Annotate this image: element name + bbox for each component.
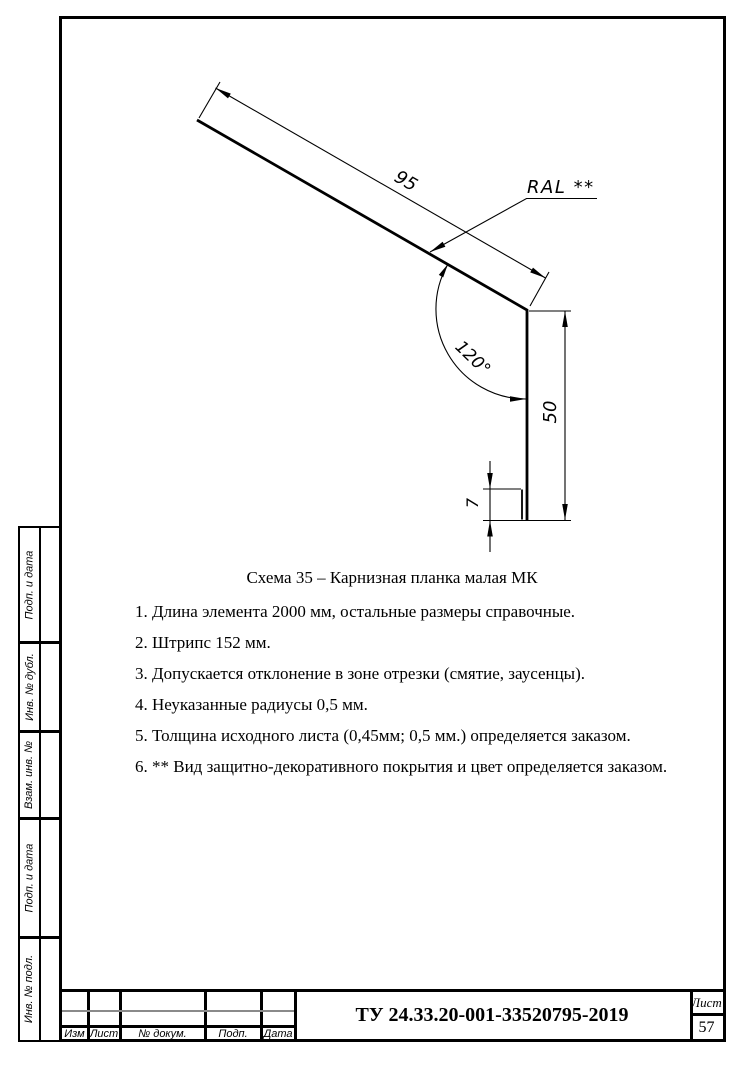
ext-line-95-left [199,82,220,118]
col-header-list: Лист [89,1027,119,1040]
dimension-arrows [216,88,568,537]
note-line: 2. Штрипс 152 мм. [135,633,271,652]
dimension-lines [199,82,597,552]
document-number: ТУ 24.33.20-001-33520795-2019 [355,1004,629,1026]
note-line: 1. Длина элемента 2000 мм, остальные размеры справочные. [135,602,576,621]
ext-line-95-right [530,272,549,306]
note-line: 3. Допускается отклонение в зоне отрезки (смятие, заусенцы). [135,664,586,683]
stamp-cell-inv-dubl: Инв. № дубл. [23,652,36,721]
stamp-divider-vertical [39,528,41,1040]
title-block-row-line-thin [62,1010,294,1012]
sheet-label: Лист [691,994,722,1010]
note-line: 5. Толщина исходного листа (0,45мм; 0,5 мм.) определяется заказом. [135,726,631,745]
left-stamp-column [18,526,62,1042]
part-profile [197,120,527,521]
notes-block [135,596,727,782]
stamp-cell-podp-data-1: Подп. и дата [23,550,36,619]
title-block [59,989,726,1042]
stamp-cell-inv-podl: Инв. № подл. [23,954,36,1024]
stamp-cell-podp-data-2: Подп. и дата [23,843,36,912]
col-header-podp: Подп. [218,1027,248,1040]
col-header-izm: Изм [64,1027,85,1040]
coating-label-ral: RAL ** [527,177,595,198]
col-header-data: Дата [263,1027,293,1040]
dim-text-angle: 120° [450,336,495,380]
dim-text-95: 95 [390,166,421,197]
note-line: 4. Неуказанные радиусы 0,5 мм. [135,695,368,714]
leader-line-ral [430,199,597,253]
stamp-cell-vzam-inv: Взам. инв. № [23,740,36,809]
col-header-dokum: № докум. [138,1027,187,1040]
dim-text-50: 50 [540,400,561,424]
note-line: 6. ** Вид защитно-декоративного покрытия и цвет определяется заказом. [135,757,668,776]
sheet-number: 57 [698,1018,715,1036]
dim-line-95 [216,88,546,278]
drawing-caption: Схема 35 – Карнизная планка малая МК [246,568,538,587]
dim-text-7: 7 [463,497,482,509]
